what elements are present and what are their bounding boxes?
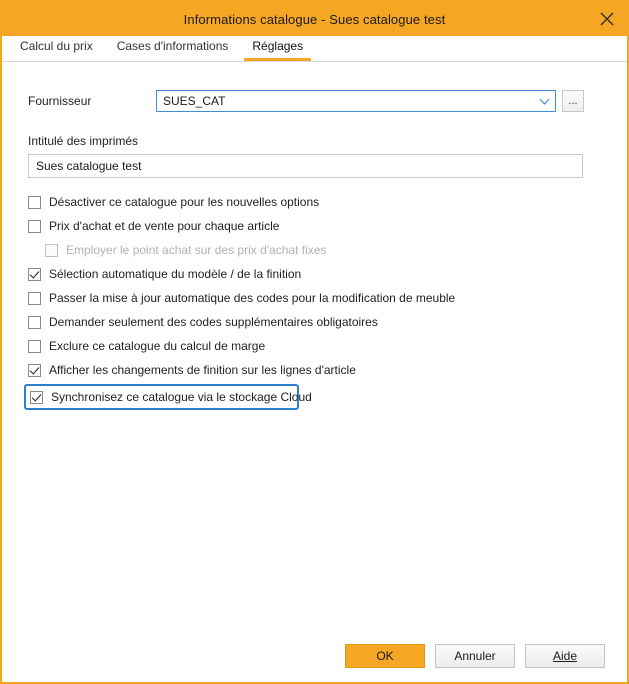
help-button-label: Aide	[552, 649, 578, 663]
checkbox-label-disable-catalog: Désactiver ce catalogue pour les nouvelles options	[49, 195, 320, 209]
checkbox-row-cloud-sync[interactable]	[24, 384, 312, 410]
tab-bar	[2, 36, 627, 62]
checkbox-label-show-finish-changes: Afficher les changements de finition sur les lignes d'article	[49, 363, 356, 377]
checkbox-row-exclude-margin[interactable]	[28, 334, 605, 358]
checkbox-cloud-sync[interactable]	[30, 391, 43, 404]
settings-checkbox-list	[28, 190, 605, 410]
cancel-button[interactable]: Annuler	[435, 644, 515, 668]
supplier-browse-button[interactable]: ...	[562, 90, 584, 112]
supplier-row	[28, 90, 605, 112]
checkbox-fixed-purchase-price	[45, 244, 58, 257]
help-button[interactable]	[525, 644, 605, 668]
supplier-selected-value: SUES_CAT	[163, 94, 226, 108]
checkbox-label-fixed-purchase-price: Employer le point achat sur des prix d'achat fixes	[66, 243, 327, 257]
checkbox-row-purchase-sale-price[interactable]	[28, 214, 605, 238]
chevron-down-icon[interactable]	[533, 91, 555, 111]
checkbox-skip-auto-code-update[interactable]	[28, 292, 41, 305]
checkbox-only-mandatory-codes[interactable]	[28, 316, 41, 329]
ok-button[interactable]: OK	[345, 644, 425, 668]
checkbox-purchase-sale-price[interactable]	[28, 220, 41, 233]
checkbox-row-only-mandatory-codes[interactable]	[28, 310, 605, 334]
close-icon[interactable]	[593, 5, 621, 33]
checkbox-row-disable-catalog[interactable]	[28, 190, 605, 214]
checkbox-disable-catalog[interactable]	[28, 196, 41, 209]
checkbox-auto-model-selection[interactable]	[28, 268, 41, 281]
checkbox-label-skip-auto-code-update: Passer la mise à jour automatique des codes pour la modification de meuble	[49, 291, 456, 305]
tab-calcul-du-prix[interactable]: Calcul du prix	[20, 39, 93, 53]
checkbox-label-cloud-sync: Synchronisez ce catalogue via le stockage Cloud	[51, 390, 312, 404]
print-title-input[interactable]	[28, 154, 583, 178]
checkbox-label-only-mandatory-codes: Demander seulement des codes supplémentaires obligatoires	[49, 315, 378, 329]
checkbox-show-finish-changes[interactable]	[28, 364, 41, 377]
checkbox-label-exclude-margin: Exclure ce catalogue du calcul de marge	[49, 339, 266, 353]
checkbox-row-auto-model-selection[interactable]	[28, 262, 605, 286]
window-title: Informations catalogue - Sues catalogue test	[183, 11, 446, 27]
checkbox-label-auto-model-selection: Sélection automatique du modèle / de la finition	[49, 267, 302, 281]
checkbox-label-purchase-sale-price: Prix d'achat et de vente pour chaque article	[49, 219, 280, 233]
checkbox-row-show-finish-changes[interactable]	[28, 358, 605, 382]
dialog-footer	[2, 644, 627, 668]
supplier-label: Fournisseur	[28, 94, 92, 108]
print-title-label: Intitulé des imprimés	[28, 134, 139, 148]
checkbox-row-skip-auto-code-update[interactable]	[28, 286, 605, 310]
tab-cases-d-informations[interactable]: Cases d'informations	[116, 39, 229, 53]
title-bar	[2, 2, 627, 36]
supplier-select[interactable]	[156, 90, 556, 112]
settings-panel	[2, 62, 627, 410]
tab-reglages[interactable]: Réglages	[244, 36, 311, 61]
checkbox-exclude-margin[interactable]	[28, 340, 41, 353]
checkbox-row-fixed-purchase-price	[28, 238, 605, 262]
